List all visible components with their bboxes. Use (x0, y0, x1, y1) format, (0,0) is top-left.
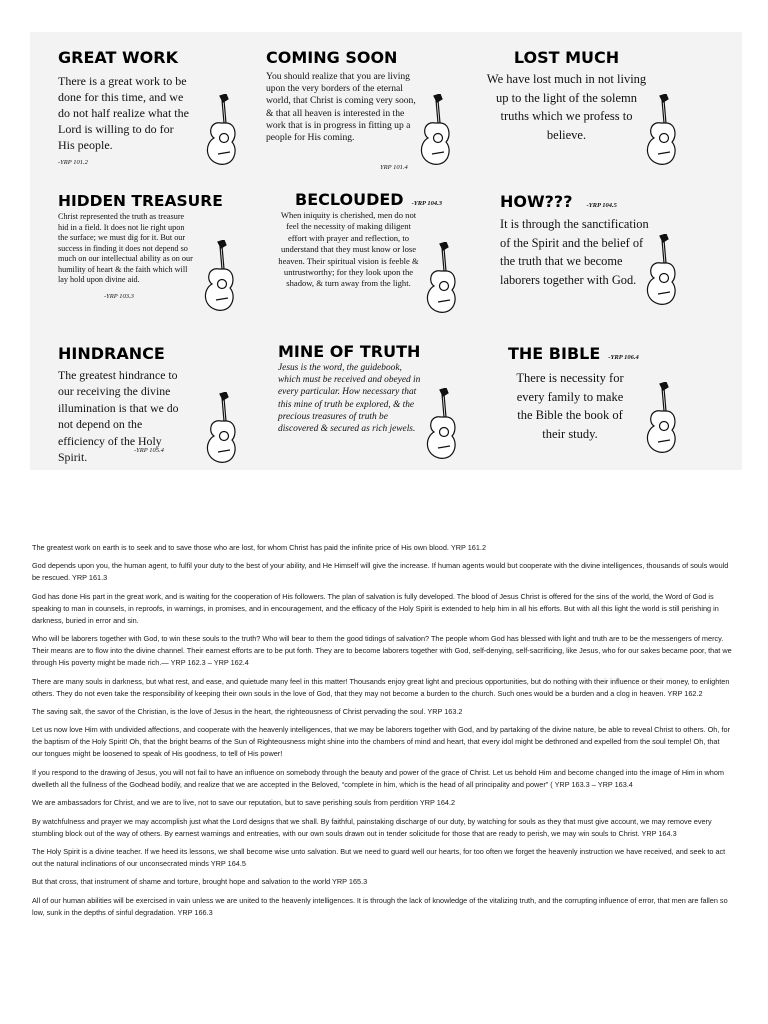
card-body: We have lost much in not living up to the light of the solemn truths which we profess to believe. (486, 72, 647, 142)
card-body: Jesus is the word, the guidebook, which must be received and obeyed in every particular. How necessary that this mine of truth be explored, & the precious treasures of truth be discovered & secured as rich jewels. (278, 363, 421, 435)
article-paragraph: God has done His part in the great work, and is waiting for the cooperation of His followers. The plan of salvation is fully developed. The blood of Jesus Christ is offered for the sins of the world, the Word of God is speaking to man in counsels, in reproofs, in warnings, in promises, and in encouragement, and the efficacy of the Holy Spirit is extended to help him in all his efforts. But with all this light the world is still perishing in darkness, buried in error and sin. (32, 591, 719, 625)
article-paragraph: But that cross, that instrument of shame and torture, brought hope and salvation to the world YRP 165.3 (32, 877, 368, 887)
card-lost-much (484, 48, 649, 144)
guitar-icon (642, 382, 680, 454)
card-body: There is necessity for every family to make the Bible the book of their study. (516, 371, 624, 441)
card-body: When iniquity is cherished, men do not feel the necessity of making diligent effort with prayer and reflection, to understand that they must know or lose heaven. Their spiritual vision is feeble & untrustworthy; for they look upon the shadow, & turn away from the light. (278, 210, 419, 289)
guitar-icon (416, 94, 454, 166)
card-title (276, 190, 456, 209)
card-body: The greatest hindrance to our receiving the divine illumination is that we do not depend on the efficiency of the Holy Spirit. (58, 368, 179, 465)
article-paragraph: The greatest work on earth is to seek and to save those who are lost, for whom Christ has paid the infinite price of His own blood. YRP 161.2 (32, 543, 487, 552)
article-paragraph: God depends upon you, the human agent, to fulfil your duty to the best of your ability, and He Himself will give the increase. If human agents would but cooperate with the divine intelligences, thousands of souls would be rescued. YRP 161.3 (32, 561, 729, 583)
card-body: Christ represented the truth as treasure hid in a field. It does not lie right upon the surface; we must dig for it. But our success in finding it does not depend so much on our intellectual ability as on our humility of heart & the faith which will lay hold upon divine aid. (58, 212, 193, 284)
card-title-text: HOW??? (500, 192, 573, 211)
card-title: HIDDEN TREASURE (58, 192, 223, 210)
card-ref: YRP 101.4 (380, 164, 408, 171)
card-title-text: BECLOUDED (295, 190, 404, 209)
quotes-article (32, 542, 732, 925)
card-body: You should realize that you are living upon the very borders of the eternal world, that Christ is coming very soon, & that all heaven is interested in the work that is in progress in fitting up a people for His coming. (266, 71, 416, 144)
guitar-icon (642, 94, 680, 166)
card-ref: -YRP 104.5 (586, 202, 617, 209)
guitar-icon (642, 234, 680, 306)
quote-cards-panel (30, 32, 742, 470)
card-title (500, 192, 660, 211)
article-paragraph: Let us now love Him with undivided affections, and cooperate with the heavenly intelligences, that we may be laborers together with God, and by partaking of the divine nature, be able to reveal Christ to others. Oh, for the baptism of the Holy Spirit! Oh, that the bright beams of the Sun of Righteousness might shine into the chambers of mind and heart, that every idol might be dethroned and expelled from the soul temple! Oh, that our tongues might be loosened to speak of His goodness, to tell of His power! (32, 725, 730, 759)
card-title-text: THE BIBLE (508, 344, 601, 363)
card-ref: -YRP 101.2 (58, 159, 88, 166)
guitar-icon (422, 388, 460, 460)
card-title (508, 344, 668, 363)
guitar-icon (422, 242, 460, 314)
card-ref: -YRP 104.3 (411, 200, 443, 207)
article-paragraph: The saving salt, the savor of the Christian, is the love of Jesus in the heart, the righteousness of Christ pervading the soul. YRP 163.2 (32, 706, 463, 716)
article-paragraph: The Holy Spirit is a divine teacher. If we heed its lessons, we shall become wise unto salvation. But we need to guard well our hearts, for too often we forget the heavenly instruction we have received, and seek to act out the natural inclinations of our unconsecrated minds YRP 164.5 (32, 846, 726, 868)
card-title: COMING SOON (266, 48, 398, 67)
article-paragraph: Who will be laborers together with God, to win these souls to the truth? Who will bear to them the good tidings of salvation? The people whom God has blessed with light and truth are to be the messengers of mercy. Their means are to flow into the divine channel. Their earnest efforts are to be put forth. They are to become laborers together with God, self-denying, self-sacrificing, like Jesus, who for our sakes became poor, that we through His poverty might be made rich.— YRP 162.3 – YRP 162.4 (32, 634, 732, 668)
article-paragraph: There are many souls in darkness, but what rest, and ease, and quietude many feel in this matter! Thousands enjoy great light and precious opportunities, but do nothing with their influence or their money, to enlighten others. They do not even take the responsibility of keeping their own souls in the love of God, that they may not become a burden to the church. Such ones would be a burden and a clog in heaven. YRP 162.2 (32, 676, 730, 698)
card-title: LOST MUCH (513, 48, 620, 67)
article-paragraph: All of our human abilities will be exercised in vain unless we are united to the heavenly intelligences. It is through the lack of knowledge of the vitalizing truth, and the corrupting influence of error, that men are fallen so low, sunk in the depths of sinful degradation. YRP 166.3 (32, 895, 728, 917)
card-body: It is through the sanctification of the Spirit and the belief of the truth that we become laborers together with God. (500, 217, 649, 288)
card-title: HINDRANCE (58, 344, 165, 363)
card-ref: -YRP 106.4 (608, 354, 639, 361)
guitar-icon (200, 240, 238, 312)
card-body: There is a great work to be done for this time, and we do not half realize what the Lord is willing to do for His people. (58, 74, 189, 152)
article-paragraph: We are ambassadors for Christ, and we are to live, not to save our reputation, but to save perishing souls from perdition YRP 164.2 (32, 798, 456, 808)
card-how (500, 192, 660, 290)
card-ref: -YRP 103.3 (104, 292, 134, 300)
guitar-icon (202, 94, 240, 166)
guitar-icon (202, 392, 240, 464)
card-title: MINE OF TRUTH (278, 342, 421, 361)
article-paragraph: If you respond to the drawing of Jesus, you will not fail to have an influence on somebody through the beauty and power of the grace of Christ. Let us behold Him and become changed into the image of Him in whom dwelleth all the fullness of the Godhead bodily, and realize that we are accepted in the Beloved, “complete in him, which is the head of all principality and power” ( YRP 163.3 – YRP 163.4 (32, 767, 724, 789)
card-title: GREAT WORK (58, 48, 178, 67)
article-paragraph: By watchfulness and prayer we may accomplish just what the Lord designs that we shall. By faithful, painstaking discharge of our duty, by watching for souls as they that must give account, we may remove every stumbling block out of the way of others. By earnest warnings and entreaties, with our own souls drawn out in tender solicitude for those that are ready to perish, we may win souls to Christ. YRP 164.3 (32, 816, 712, 838)
card-ref: -YRP 105.4 (134, 447, 164, 454)
